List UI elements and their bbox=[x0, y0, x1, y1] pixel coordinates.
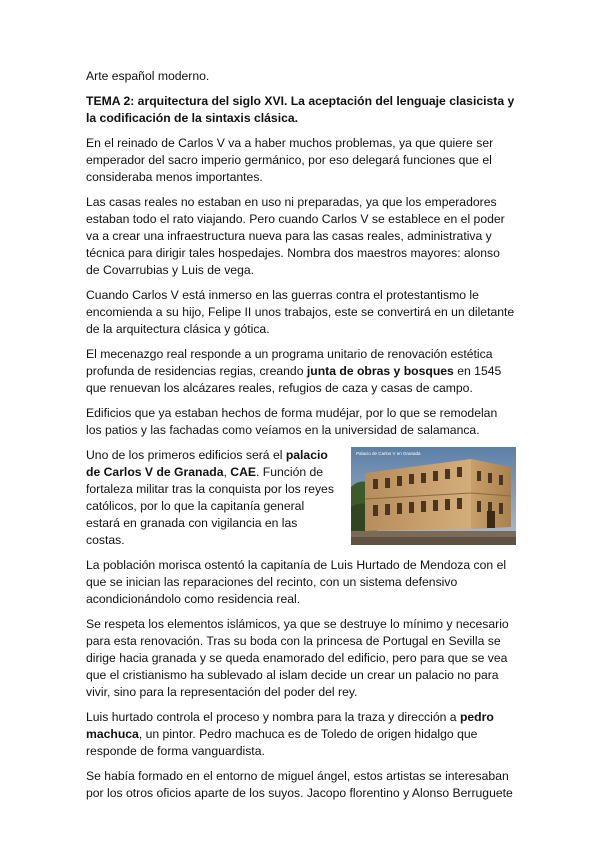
paragraph: En el reinado de Carlos V va a haber muchos problemas, ya que quiere ser emperador del sacro imperio germánico, por eso delegará funciones que el consideraba menos importantes. bbox=[86, 136, 494, 184]
text-run: Luis hurtado controla el proceso y nombra para la traza y dirección a bbox=[86, 710, 460, 724]
palace-photo bbox=[351, 447, 516, 545]
paragraph: Las casas reales no estaban en uso ni preparadas, ya que los emperadores estaban todo el rato viajando. Pero cuando Carlos V se establece en el poder va a crear una infraestructura nueva para las casas reales, administrativa y técnica para dirigir tales hospedajes. Nombra dos maestros mayores: alonso de Covarrubias y Luis de vega. bbox=[86, 195, 505, 277]
paragraph: Se respeta los elementos islámicos, ya que se destruye lo mínimo y necesario para esta renovación. Tras su boda con la princesa de Portugal en Sevilla se dirige hacia granada y se queda enamorado del edificio, pero para que se vea que el cristianismo ha sublevado al islam decide un crear un palacio no para vivir, sino para la representación del poder del rey. bbox=[86, 617, 509, 699]
paragraph: La población morisca ostentó la capitanía de Luis Hurtado de Mendoza con el que se inician las reparaciones del recinto, con un sistema defensivo acondicionándolo como residencia real. bbox=[86, 558, 507, 606]
document-body bbox=[86, 68, 516, 810]
text-run: Uno de los primeros edificios será el bbox=[86, 448, 286, 462]
paragraph: Edificios que ya estaban hechos de forma mudéjar, por lo que se remodelan los patios y las fachadas como veíamos en la universidad de salamanca. bbox=[86, 406, 498, 437]
text-run: El mecenazgo real responde a un programa unitario de renovación estética profunda de residencias regias, creando bbox=[86, 347, 493, 378]
text-run: . Función de fortaleza militar tras la conquista por los reyes católicos, por lo que la capitanía general estará en granada con vigilancia en las costas. bbox=[86, 465, 334, 547]
bold-term: junta de obras y bosques bbox=[306, 364, 454, 378]
figure-caption: Palacio de Carlos V en Granada bbox=[356, 451, 421, 456]
text-run: , un pintor. Pedro machuca es de Toledo de origen hidalgo que responde de forma vanguardista. bbox=[86, 727, 478, 758]
text-run: , bbox=[223, 465, 231, 479]
bold-term: pedro machuca bbox=[86, 710, 494, 741]
bold-term: palacio de Carlos V de Granada bbox=[86, 448, 328, 479]
paragraph bbox=[86, 346, 516, 397]
paragraph: Cuando Carlos V está inmerso en las guerras contra el protestantismo le encomienda a su hijo, Felipe II unos trabajos, este se convertirá en un diletante de la arquitectura clásica y gótica. bbox=[86, 288, 515, 336]
paragraph bbox=[86, 709, 516, 760]
text-run: en 1545 que renuevan los alcázares reales, refugios de caza y casas de campo. bbox=[86, 364, 502, 395]
bold-term: CAE bbox=[230, 465, 257, 479]
document-subject: Arte español moderno. bbox=[86, 69, 210, 83]
palace-image bbox=[351, 447, 516, 545]
paragraph: Se había formado en el entorno de miguel ángel, estos artistas se interesaban por los otros oficios aparte de los suyos. Jacopo florentino y Alonso Berruguete bbox=[86, 769, 513, 800]
document-heading: TEMA 2: arquitectura del siglo XVI. La aceptación del lenguaje clasicista y la codificación de la sintaxis clásica. bbox=[86, 94, 515, 125]
